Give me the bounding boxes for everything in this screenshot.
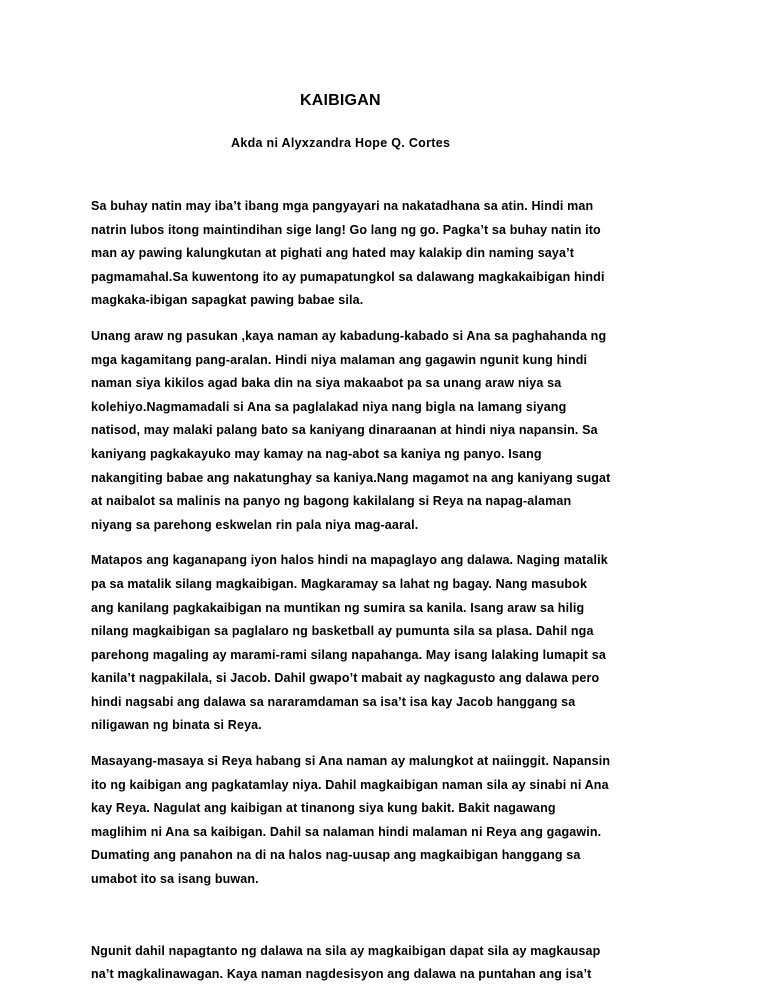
text-line: nilang magkaibigan sa paglalaro ng basketball ay pumunta sila sa plasa. Dahil nga: [91, 624, 594, 639]
text-line: kanila’t nagpakilala, si Jacob. Dahil gwapo’t mabait ay nagkagusto ang dalawa pero: [91, 671, 600, 686]
text-line: maglihim ni Ana sa kaibigan. Dahil sa nalaman hindi malaman ni Reya ang gagawin.: [91, 824, 602, 839]
text-line: pagmamahal.Sa kuwentong ito ay pumapatungkol sa dalawang magkakaibigan hindi: [91, 269, 605, 284]
text-line: niyang sa parehong eskwelan rin pala niya mag-aaral.: [91, 517, 419, 532]
paragraph-3: [91, 549, 681, 738]
text-line: at naibalot sa malinis na panyo ng bagong kakilalang si Reya na napag-alaman: [91, 494, 572, 509]
text-line: hindi nagsabi ang dalawa sa nararamdaman sa isa’t isa kay Jacob hanggang sa: [91, 694, 576, 709]
paragraph-5: [91, 940, 681, 987]
text-line: natrin lubos itong maintindihan sige lang! Go lang ng go. Pagka’t sa buhay natin ito: [91, 222, 601, 237]
text-line: nakangiting babae ang nakatunghay sa kaniya.Nang magamot na ang kaniyang sugat: [91, 470, 611, 485]
text-line: Sa buhay natin may iba’t ibang mga pangyayari na nakatadhana sa atin. Hindi man: [91, 199, 594, 213]
text-line: parehong magaling ay marami-rami silang napahanga. May isang lalaking lumapit sa: [91, 647, 606, 662]
text-line: kaniyang pagkakayuko may kamay na nag-abot sa kaniya ng panyo. Isang: [91, 446, 542, 461]
text-line: kay Reya. Nagulat ang kaibigan at tinanong siya kung bakit. Bakit nagawang: [91, 801, 556, 816]
text-line: Matapos ang kaganapang iyon halos hindi na mapaglayo ang dalawa. Naging matalik: [91, 553, 608, 568]
text-line: Masayang-masaya si Reya habang si Ana naman ay malungkot at naiinggit. Napansin: [91, 754, 611, 769]
text-line: mga kagamitang pang-aralan. Hindi niya malaman ang gagawin ngunit kung hindi: [91, 352, 588, 367]
text-line: umabot ito sa isang buwan.: [91, 872, 259, 887]
text-line: niligawan ng binata si Reya.: [91, 718, 262, 733]
paragraph-4: [91, 750, 681, 892]
document-author: Akda ni Alyxzandra Hope Q. Cortes: [231, 136, 451, 150]
text-line: magkaka-ibigan sapagkat pawing babae sila.: [91, 293, 364, 308]
document-title: KAIBIGAN: [300, 92, 381, 109]
text-line: ito ng kaibigan ang pagkatamlay niya. Dahil magkaibigan naman sila ay sinabi ni Ana: [91, 777, 609, 792]
text-line: Dumating ang panahon na di na halos nag-uusap ang magkaibigan hanggang sa: [91, 848, 581, 863]
text-line: na’t magkalinawagan. Kaya naman nagdesisyon ang dalawa na puntahan ang isa’t: [91, 967, 592, 982]
text-line: naman siya kikilos agad baka din na siya makaabot pa sa unang araw niya sa: [91, 376, 562, 391]
paragraph-1: [91, 195, 681, 313]
text-line: pa sa matalik silang magkaibigan. Magkaramay sa lahat ng bagay. Nang masubok: [91, 576, 588, 591]
text-line: ang kanilang pagkakaibigan na muntikan ng sumira sa kanila. Isang araw sa hilig: [91, 600, 585, 615]
document-body: [91, 195, 681, 987]
paragraph-2: [91, 325, 681, 537]
text-line: Ngunit dahil napagtanto ng dalawa na sila ay magkaibigan dapat sila ay magkausap: [91, 943, 601, 958]
text-line: Unang araw ng pasukan ,kaya naman ay kabadung-kabado si Ana sa paghahanda ng: [91, 328, 607, 343]
text-line: kolehiyo.Nagmamadali si Ana sa paglalakad niya nang bigla na lamang siyang: [91, 399, 567, 414]
text-line: man ay pawing kalungkutan at pighati ang hated may kalakip din naming saya’t: [91, 246, 575, 261]
text-line: natisod, may malaki palang bato sa kaniyang dinaraanan at hindi niya napansin. Sa: [91, 423, 598, 438]
